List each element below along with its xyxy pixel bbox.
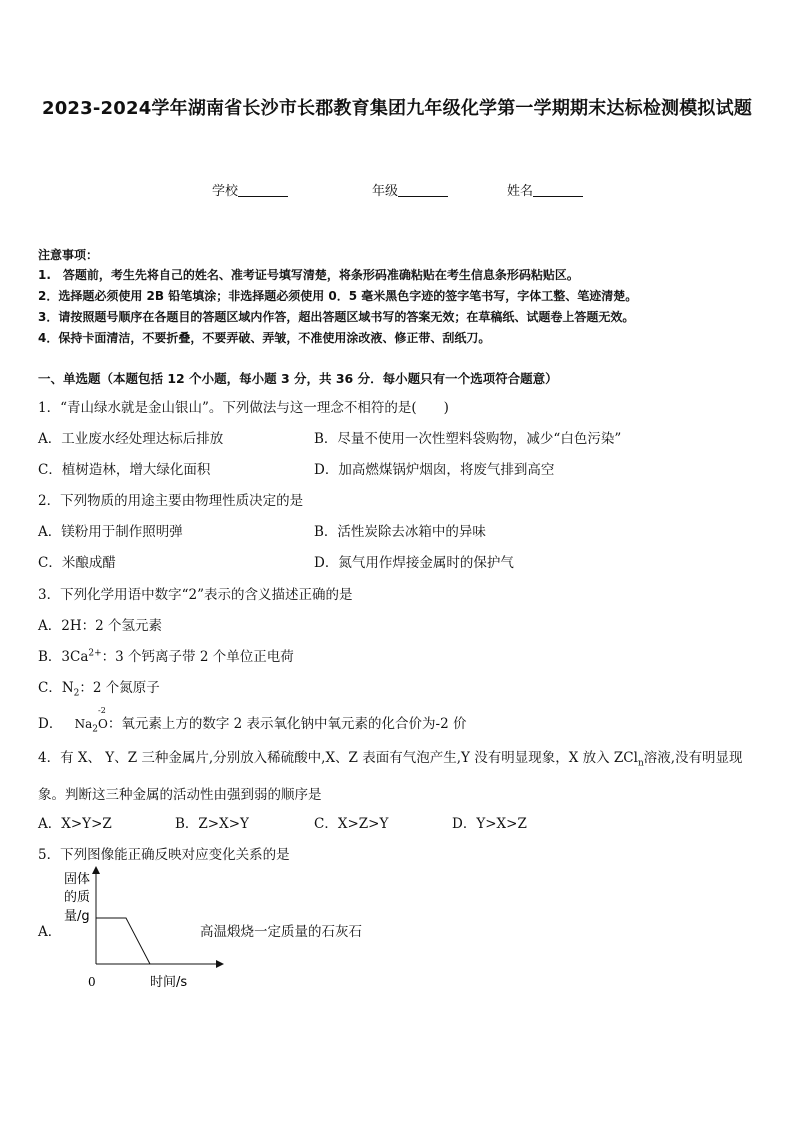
question-2-stem: 2．下列物质的用途主要由物理性质决定的是 [38,493,304,509]
q1-option-a[interactable]: A．工业废水经处理达标后排放 [38,431,224,447]
q3-d-text: ：氧元素上方的数字 2 表示氧化钠中氧元素的化合价为-2 价 [107,716,467,732]
section-heading: 一、单选题（本题包括 12 个小题，每小题 3 分，共 36 分．每小题只有一个选项符合题意） [38,371,558,386]
valence-mark: -2 [98,706,106,715]
q4-option-d[interactable]: D．Y>X>Z [452,816,527,832]
formula-o: O [98,717,108,731]
origin-label: 0 [88,975,96,989]
q2-option-a[interactable]: A．镁粉用于制作照明弹 [38,524,183,540]
name-field [507,180,583,199]
q1-option-c[interactable]: C．植树造林，增大绿化面积 [38,462,211,478]
q3-c-prefix: C．N [38,680,74,696]
q4-option-c[interactable]: C．X>Z>Y [314,816,389,832]
school-blank[interactable] [238,182,288,197]
q1-option-b[interactable]: B．尽量不使用一次性塑料袋购物，减少“白色污染” [314,431,622,447]
notice-item: 2．选择题必须使用 2B 铅笔填涂；非选择题必须使用 0．5 毫米黑色字迹的签字笔书写，字体工整、笔迹清楚。 [38,289,638,303]
formula-subscript: 2 [92,724,99,735]
q3-b-prefix: B．3Ca [38,649,89,665]
name-blank[interactable] [533,182,583,197]
mass-curve [96,918,150,964]
school-field [212,180,288,199]
q5-option-a-label[interactable]: A． [38,924,62,940]
q3-c-text: ：2 个氮原子 [79,680,160,696]
q3-d-formula [74,706,108,735]
q4-text-part-2: 溶液,没有明显现象。判断这三种金属的活动性由强到弱的顺序是 [38,750,743,803]
question-3-stem: 3．下列化学用语中数字“2”表示的含义描述正确的是 [38,587,353,603]
notice-heading: 注意事项： [38,248,99,262]
q2-option-b[interactable]: B．活性炭除去冰箱中的异味 [314,524,486,540]
y-label-line-3: 量/g [64,909,90,924]
q4-subscript: n [637,758,644,769]
notice-item: 3．请按照题号顺序在各题目的答题区域内作答，超出答题区域书写的答案无效；在草稿纸、试题卷上答题无效。 [38,310,635,324]
formula-na: Na [74,717,93,731]
q5-option-a-graph [30,864,380,996]
q2-option-c[interactable]: C．米酿成醋 [38,555,116,571]
q3-b-charge: 2+ [88,648,102,659]
q4-option-a[interactable]: A．X>Y>Z [38,816,112,832]
question-4-stem [38,743,756,811]
question-5-stem: 5．下列图像能正确反映对应变化关系的是 [38,847,290,863]
q3-option-c[interactable] [38,676,160,699]
q3-option-d[interactable] [38,706,467,735]
grade-label: 年级 [372,184,399,199]
name-label: 姓名 [507,184,534,199]
x-label: 时间/s [150,975,188,990]
q3-c-subscript: 2 [73,688,80,699]
y-label-line-2: 的质 [64,890,91,905]
y-label-line-1: 固体 [64,872,91,887]
q3-option-b[interactable] [38,645,294,665]
notice-item: 1. 答题前，考生先将自己的姓名、准考证号填写清楚，将条形码准确粘贴在考生信息条形码粘贴区。 [38,268,579,282]
q2-option-d[interactable]: D．氮气用作焊接金属时的保护气 [314,555,514,571]
q1-option-d[interactable]: D．加高燃煤锅炉烟囱，将废气排到高空 [314,462,555,478]
y-axis-arrow [92,866,100,874]
q4-option-b[interactable]: B．Z>X>Y [175,816,249,832]
notice-item: 4．保持卡面清洁，不要折叠，不要弄破、弄皱，不准使用涂改液、修正带、刮纸刀。 [38,331,491,345]
q3-d-prefix: D． [38,716,63,732]
formula-o-wrap [98,706,108,731]
q3-option-a[interactable]: A．2H：2 个氢元素 [38,618,162,634]
grade-blank[interactable] [398,182,448,197]
q4-text-part-1: 4．有 X、 Y、Z 三种金属片,分别放入稀硫酸中,X、Z 表面有气泡产生,Y 没有明显现象，X 放入 ZCl [38,750,638,766]
page-title: 2023-2024学年湖南省长沙市长郡教育集团九年级化学第一学期期末达标检测模拟试题 [41,98,753,119]
question-1-stem: 1．“青山绿水就是金山银山”。下列做法与这一理念不相符的是( ) [38,400,449,416]
q5-option-a-desc: 高温煅烧一定质量的石灰石 [200,924,362,940]
q3-b-text: ：3 个钙离子带 2 个单位正电荷 [101,649,294,665]
school-label: 学校 [212,184,239,199]
grade-field [372,180,448,199]
x-axis-arrow [216,960,224,968]
